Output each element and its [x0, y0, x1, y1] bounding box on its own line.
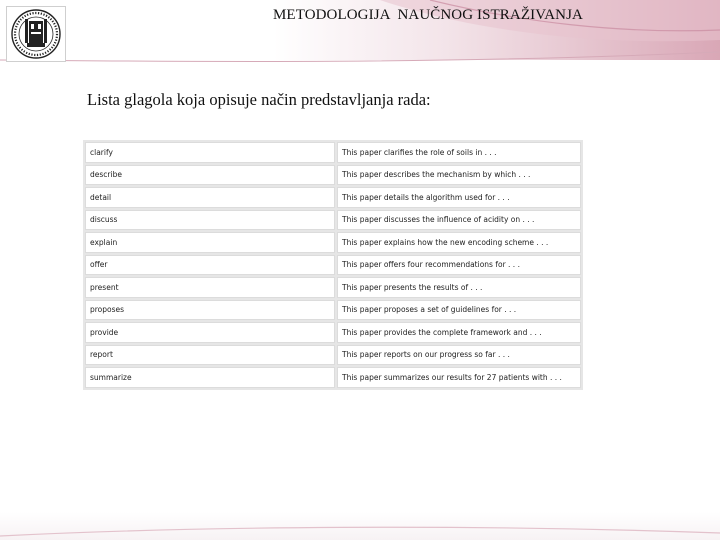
example-cell: This paper presents the results of . . . [337, 277, 581, 298]
verb-cell: offer [85, 255, 335, 276]
table-row [85, 142, 581, 163]
verb-cell: report [85, 345, 335, 366]
example-cell: This paper details the algorithm used for . . . [337, 187, 581, 208]
table-row [85, 187, 581, 208]
example-cell: This paper provides the complete framework and . . . [337, 322, 581, 343]
example-cell: This paper discusses the influence of acidity on . . . [337, 210, 581, 231]
example-cell: This paper offers four recommendations for . . . [337, 255, 581, 276]
verb-cell: summarize [85, 367, 335, 388]
example-cell: This paper describes the mechanism by which . . . [337, 165, 581, 186]
table-row [85, 255, 581, 276]
table-row [85, 300, 581, 321]
verb-table [83, 140, 583, 390]
table-row [85, 165, 581, 186]
table-row [85, 345, 581, 366]
example-cell: This paper clarifies the role of soils in . . . [337, 142, 581, 163]
table-row [85, 277, 581, 298]
example-cell: This paper reports on our progress so far . . . [337, 345, 581, 366]
slide-title: Lista glagola koja opisuje način predstavljanja rada: [87, 90, 431, 109]
header-title: METODOLOGIJA NAUČNOG ISTRAŽIVANJA [273, 7, 583, 23]
verb-cell: describe [85, 165, 335, 186]
table-row [85, 322, 581, 343]
verb-cell: clarify [85, 142, 335, 163]
example-cell: This paper summarizes our results for 27 patients with . . . [337, 367, 581, 388]
footer-swoosh [0, 500, 720, 540]
verb-cell: detail [85, 187, 335, 208]
example-cell: This paper explains how the new encoding scheme . . . [337, 232, 581, 253]
table-row [85, 232, 581, 253]
university-seal-logo [6, 6, 66, 62]
table-row [85, 367, 581, 388]
verb-cell: provide [85, 322, 335, 343]
verb-cell: proposes [85, 300, 335, 321]
table-row [85, 210, 581, 231]
verb-cell: discuss [85, 210, 335, 231]
verb-cell: explain [85, 232, 335, 253]
seal-icon [7, 7, 65, 61]
example-cell: This paper proposes a set of guidelines for . . . [337, 300, 581, 321]
verb-cell: present [85, 277, 335, 298]
